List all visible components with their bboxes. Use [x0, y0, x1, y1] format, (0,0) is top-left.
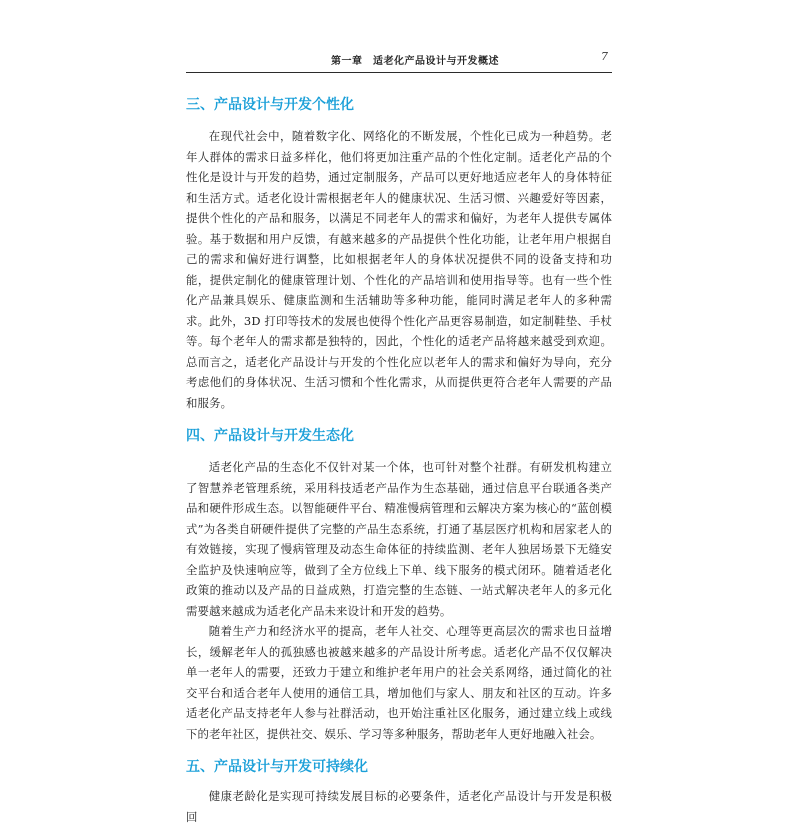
body-paragraph: 在现代社会中，随着数字化、网络化的不断发展，个性化已成为一种趋势。老年人群体的需求日益多样化，他们将更加注重产品的个性化定制。适老化产品的个性化是设计与开发的趋势，通过定制服务，产品可以更好地适应老年人的身体特征和生活方式。适老化设计需根据老年人的健康状况、生活习惯、兴趣爱好等因素，提供个性化的产品和服务，以满足不同老年人的需求和偏好，为老年人提供专属体验。基于数据和用户反馈，有越来越多的产品提供个性化功能，让老年用户根据自己的需求和偏好进行调整，比如根据老年人的身体状况提供不同的设备支持和功能，提供定制化的健康管理计划、个性化的产品培训和使用指导等。也有一些个性化产品兼具娱乐、健康监测和生活辅助等多种功能，能同时满足老年人的多种需求。此外，3D 打印等技术的发展也使得个性化产品更容易制造，如定制鞋垫、手杖等。每个老年人的需求都是独特的，因此，个性化的适老产品将越来越受到欢迎。总而言之，适老化产品设计与开发的个性化应以老年人的需求和偏好为导向，充分考虑他们的身体状况、生活习惯和个性化需求，从而提供更符合老年人需要的产品和服务。	[186, 129, 612, 410]
page-content	[186, 92, 612, 827]
page-header	[186, 0, 612, 73]
section-sustainability	[186, 756, 612, 827]
body-paragraph: 健康老龄化是实现可持续发展目标的必要条件，适老化产品设计与开发是积极回	[186, 789, 612, 824]
section-heading: 五、产品设计与开发可持续化	[186, 759, 368, 775]
page-number: 7	[601, 50, 608, 63]
section-heading: 三、产品设计与开发个性化	[186, 97, 354, 113]
section-ecologicalization	[186, 425, 612, 744]
section-personalization	[186, 92, 612, 413]
body-paragraph: 随着生产力和经济水平的提高，老年人社交、心理等更高层次的需求也日益增长，缓解老年人的孤独感也被越来越多的产品设计所考虑。适老化产品不仅仅解决单一老年人的需要，还致力于建立和维护老年用户的社会关系网络，通过简化的社交平台和适合老年人使用的通信工具，增加他们与家人、朋友和社区的互动。许多适老化产品支持老年人参与社群活动，也开始注重社区化服务，通过建立线上或线下的老年社区，提供社交、娱乐、学习等多种服务，帮助老年人更好地融入社会。	[186, 624, 612, 741]
section-heading: 四、产品设计与开发生态化	[186, 428, 354, 444]
chapter-running-head: 第一章 适老化产品设计与开发概述	[331, 56, 499, 67]
body-paragraph: 适老化产品的生态化不仅针对某一个体，也可针对整个社群。有研发机构建立了智慧养老管理系统，采用科技适老产品作为生态基础，通过信息平台联通各类产品和硬件形成生态。以智能硬件平台、精准慢病管理和云解决方案为核心的“蓝创模式”为各类自研硬件提供了完整的产品生态系统，打通了基层医疗机构和居家老人的有效链接，实现了慢病管理及动态生命体征的持续监测、老年人独居场景下无缝安全监护及快速响应等，做到了全方位线上下单、线下服务的模式闭环。随着适老化政策的推动以及产品的日益成熟，打造完整的生态链、一站式解决老年人的多元化需要越来越成为适老化产品未来设计和开发的趋势。	[186, 460, 612, 618]
